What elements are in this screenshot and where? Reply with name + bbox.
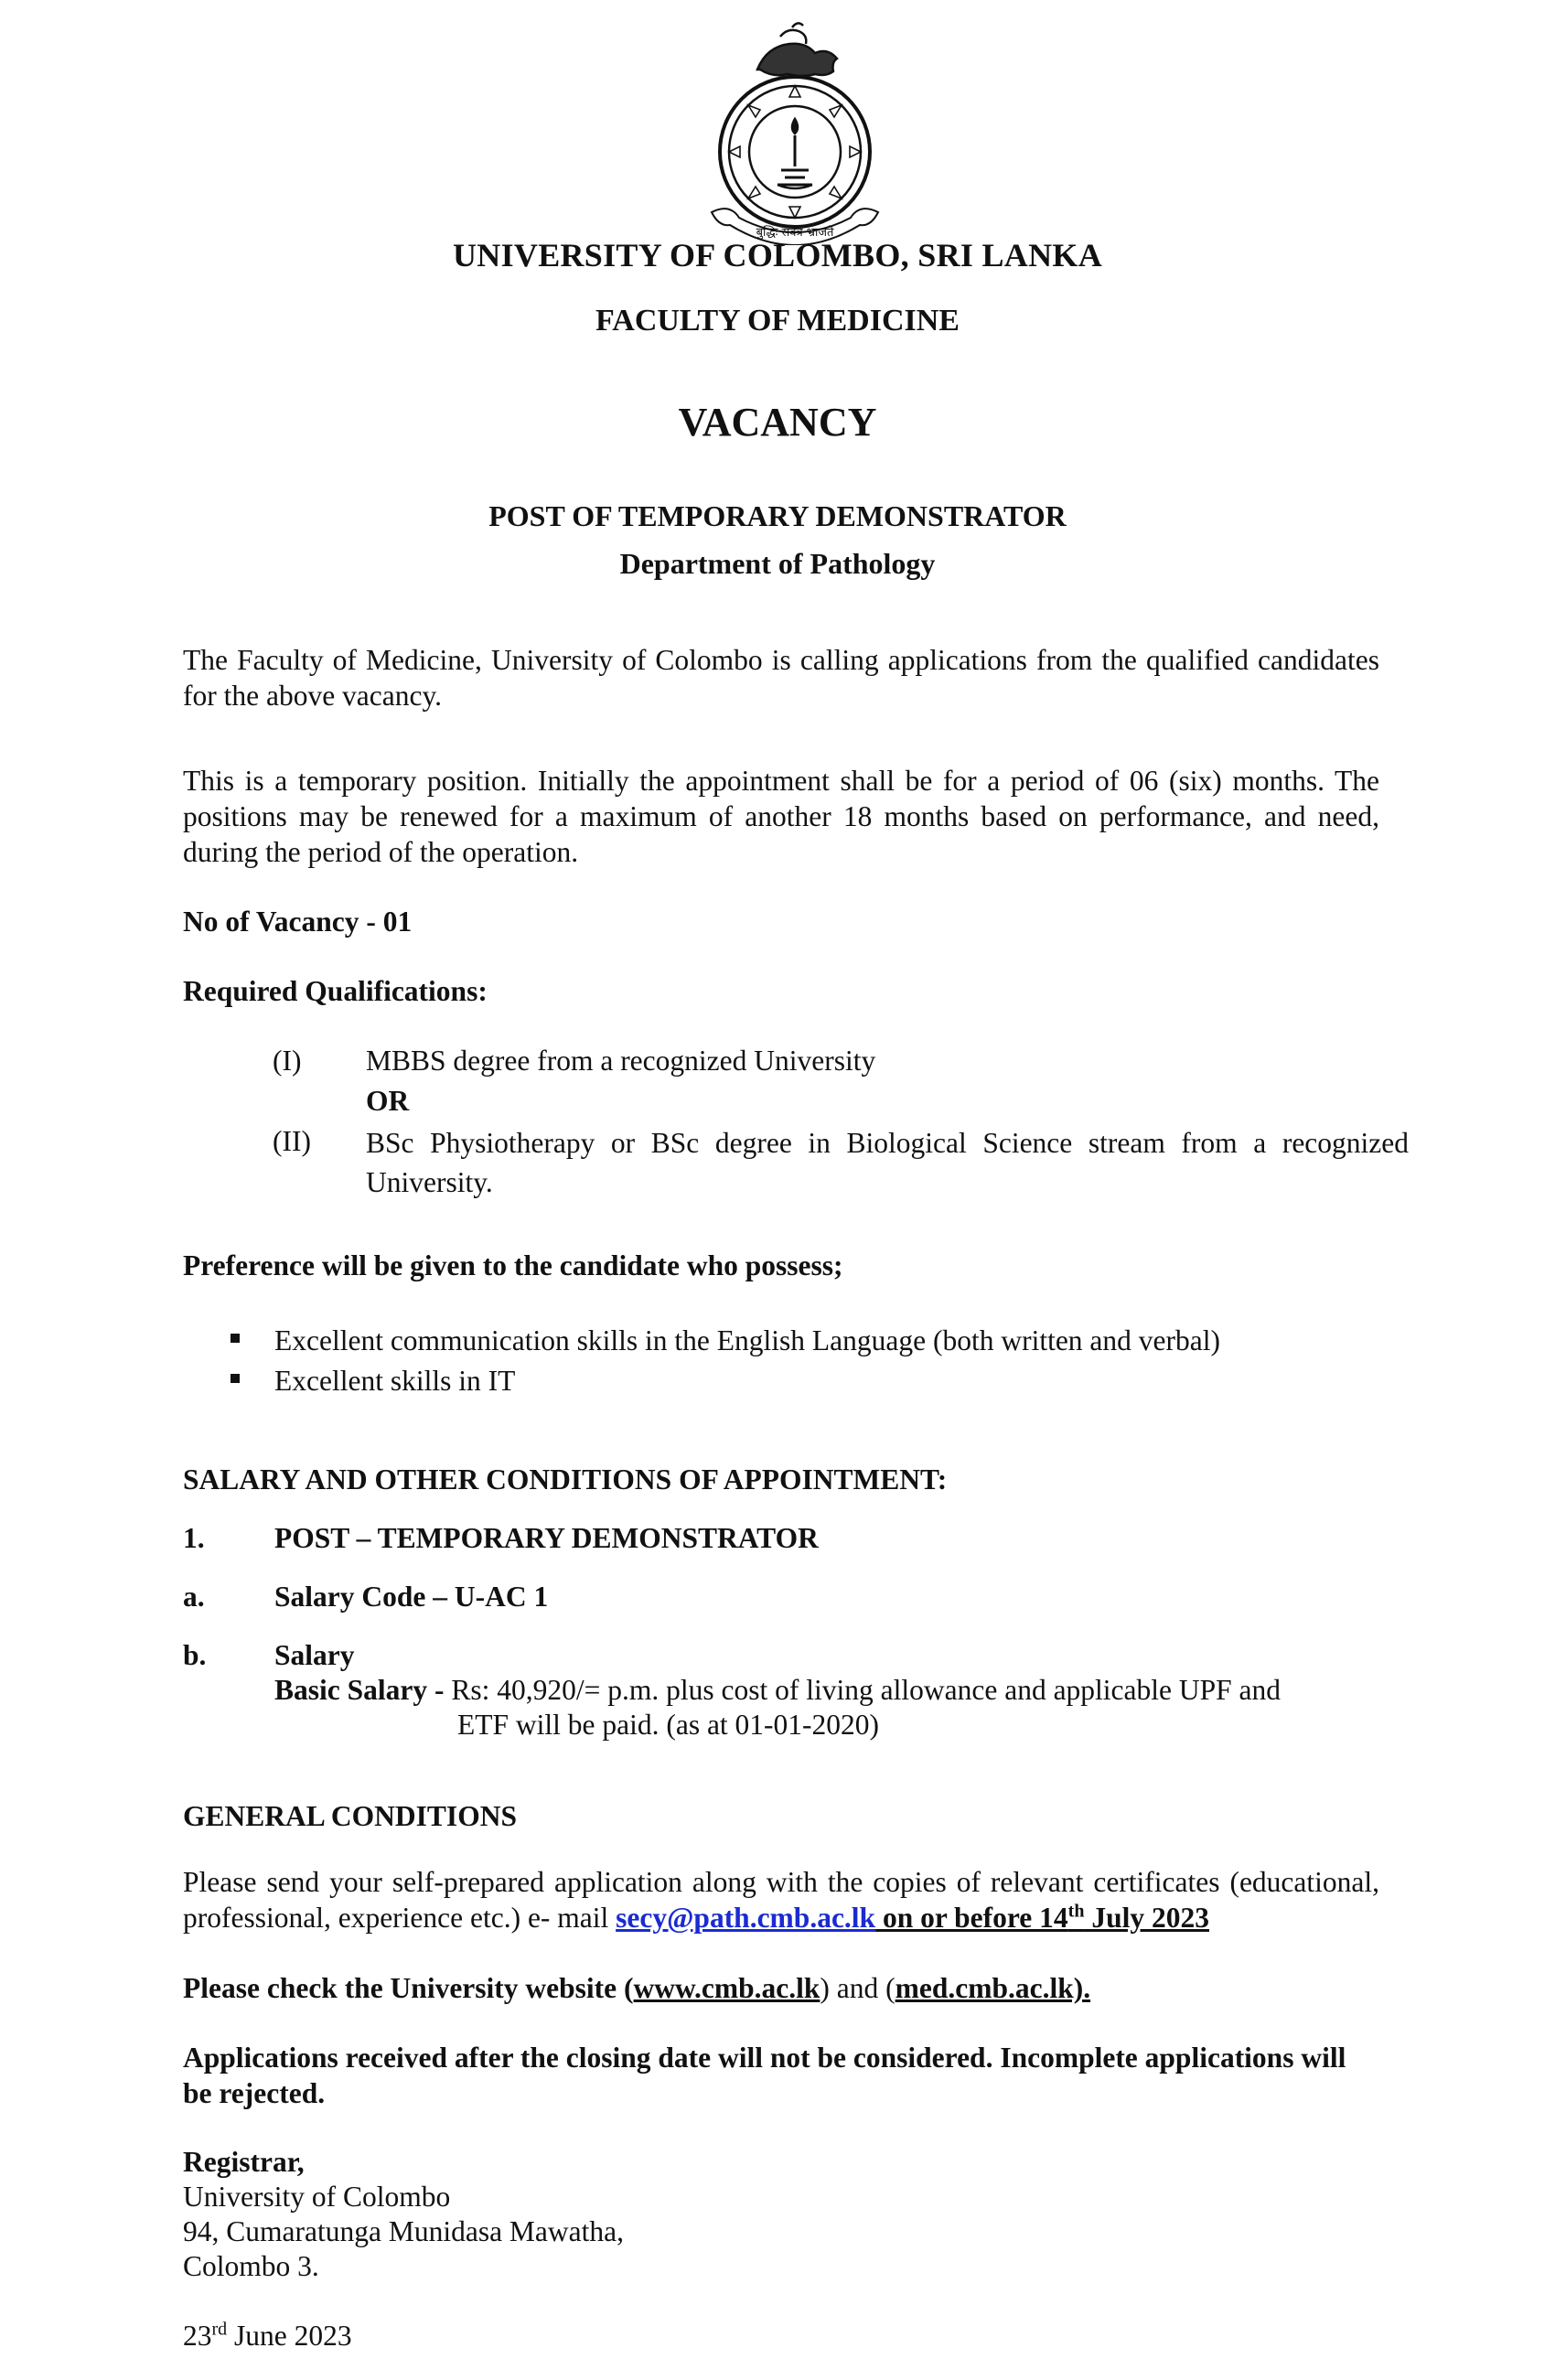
faculty-name: FACULTY OF MEDICINE [595,304,960,338]
address-line-2: 94, Cumaratunga Munidasa Mawatha, [183,2215,625,2247]
date-sup: rd [211,2319,228,2340]
preference-item-1: Excellent communication skills in the English Language (both written and verbal) [274,1324,1220,1356]
salary-code: Salary Code – U-AC 1 [274,1581,549,1613]
university-crest-logo [693,16,896,245]
document-date [183,2318,1379,2353]
qualification-item-2: BSc Physiotherapy or BSc degree in Biological Science stream from a recognized University. [366,1127,1409,1198]
bullet-square-icon [231,1374,240,1383]
intro-paragraph: The Faculty of Medicine, University of Colombo is calling applications from the qualified candidates for the above vacancy. [183,644,1379,712]
date-rest: June 2023 [227,2320,352,2352]
deadline-pre: on or before 14 [875,1902,1068,1934]
salary-item-marker-1: 1. [183,1522,205,1554]
registrar-title: Registrar, [183,2146,305,2178]
bullet-square-icon [231,1334,240,1343]
basic-salary-label: Basic Salary - [274,1674,445,1706]
page-title: VACANCY [678,400,877,445]
basic-salary-value: Rs: 40,920/= p.m. plus cost of living allowance and applicable UPF and [444,1674,1282,1706]
date-day: 23 [183,2320,212,2352]
salary-item-marker-a: a. [183,1581,205,1613]
deadline-sup: th [1067,1901,1085,1922]
department-name: Department of Pathology [619,547,936,580]
salary-post: POST – TEMPORARY DEMONSTRATOR [274,1522,819,1554]
website-link-med[interactable]: med.cmb.ac.lk). [895,1972,1091,2004]
send-text: Please send your self-prepared application along with the copies of relevant certificates (educational, professional, experience etc.) e- mail [183,1866,1379,1934]
general-conditions-heading: GENERAL CONDITIONS [183,1800,517,1832]
university-name: UNIVERSITY OF COLOMBO, SRI LANKA [452,237,1103,273]
qualifications-heading: Required Qualifications: [183,975,488,1007]
address-line-3: Colombo 3. [183,2250,319,2282]
website-note [183,1970,1379,2006]
address-line-1: University of Colombo [183,2181,451,2213]
salary-item-marker-b: b. [183,1639,207,1671]
or-label: OR [366,1085,410,1117]
website-pre: Please check the University website ( [183,1972,634,2004]
preference-item-2: Excellent skills in IT [274,1365,516,1397]
qualification-marker-2: (II) [273,1125,311,1157]
qualification-item-1: MBBS degree from a recognized University [366,1045,876,1077]
email-link[interactable]: secy@path.cmb.ac.lk [616,1902,876,1934]
deadline-post: July 2023 [1084,1902,1209,1934]
website-mid: ) and ( [820,1972,895,2004]
application-instructions [183,1864,1379,1935]
basic-salary-line-1 [274,1672,1281,1708]
vacancy-count: No of Vacancy - 01 [183,906,413,938]
website-link-main[interactable]: www.cmb.ac.lk [633,1972,820,2004]
post-title: POST OF TEMPORARY DEMONSTRATOR [488,499,1067,532]
crest-motto: बुद्धिः सर्वत्र भ्राजते [756,226,834,240]
salary-heading: SALARY AND OTHER CONDITIONS OF APPOINTMENT: [183,1463,948,1496]
temporary-position-paragraph: This is a temporary position. Initially the appointment shall be for a period of 06 (six) months. The positions may be renewed for a maximum of another 18 months based on performance, and need, during the period of the operation. [183,765,1379,868]
salary-label: Salary [274,1639,355,1671]
qualification-marker-1: (I) [273,1045,302,1077]
preference-heading: Preference will be given to the candidate who possess; [183,1249,843,1281]
closing-note: Applications received after the closing date will not be considered. Incomplete applications will be rejected. [183,2042,1346,2109]
deadline-text [875,1902,1209,1934]
basic-salary-line-2: ETF will be paid. (as at 01-01-2020) [457,1709,880,1741]
